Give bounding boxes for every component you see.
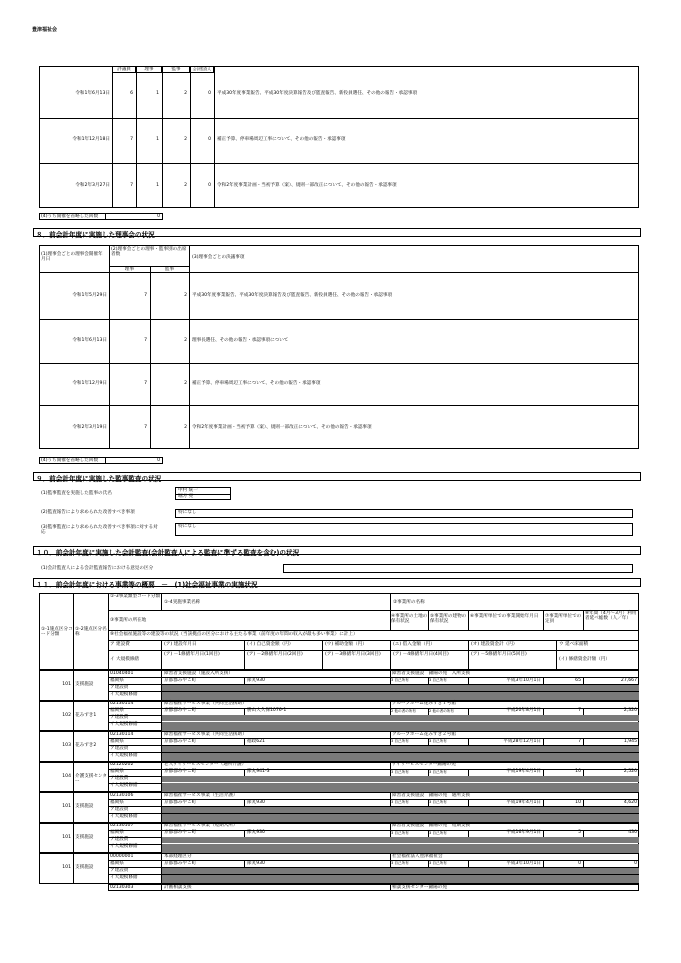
bt-cell-city: 京都郡みやこ町: [164, 799, 197, 805]
bt-cell-name: 支援施設: [75, 834, 94, 840]
bt-cell-cap: 65: [575, 677, 581, 683]
bt-cell-cap: 0: [578, 860, 581, 866]
bt-cell-name: 花みずき1: [75, 712, 97, 718]
bt-cell-service: 障害福祉サービス事業（短期入所）: [164, 823, 238, 828]
bt-cell-cap: 5: [578, 830, 581, 835]
bt-cell-cap: 10: [575, 769, 581, 774]
directors-omitted-value: 0: [157, 458, 160, 463]
bt-cell-land: 3 自己所有: [391, 739, 409, 743]
bt-cell-users: 4,620: [623, 799, 637, 805]
bt-cell-city: 京都郡みやこ町: [164, 738, 197, 744]
bt-cell-addr: 節丸930: [247, 860, 265, 866]
bt-h-a1: (ア) 建設年月日: [164, 642, 197, 647]
bt-cell-pref: 福岡県: [110, 799, 124, 805]
bt-h-office: ②事業所の名称: [393, 600, 425, 605]
bt-cell-addr: 節丸930: [247, 677, 265, 683]
bt-cell-office: 社会福祉法人豊津福祉会: [392, 853, 443, 859]
bt-h-c: (ウ) 補助金額（円）: [325, 642, 367, 647]
bt-last-office: 相談支援センター錦陽の苑: [392, 885, 447, 890]
bt-cell-city: 京都郡みやこ町: [164, 860, 197, 866]
bt-cell-cap: 7: [578, 738, 581, 744]
bt-cell-start: 平成20年8月1日: [506, 708, 541, 713]
bt-cell-code: 02120202: [110, 762, 134, 767]
bt-cell-bldg: 2 他の者の所有: [429, 708, 454, 713]
directors-col-date: (1)理事会ごとの理事会開催年月日: [41, 252, 103, 263]
bt-cell-code: 00000001: [110, 853, 134, 859]
bt-cell-sub-a: ア建設費: [110, 745, 129, 751]
bt-h-note: ⑨社会福祉施設等の建設等の状況（当該拠点の区分における主たる事業（前年度の年間の収入が最も多い事業）に計上）: [110, 632, 358, 637]
bt-cell-no: 101: [62, 682, 71, 687]
bt-cell-name: 支援施設: [75, 682, 94, 687]
council-omitted-label: (4)うち開催を省略した回数: [41, 214, 99, 219]
bt-cell-office: 障害者支援施設 錦陽の苑 入所支援: [392, 670, 471, 676]
col-councillors: 評議員: [117, 67, 131, 72]
bt-cell-addr: 勝山大久保1076-1: [247, 708, 287, 713]
bt-h-g3: (ア) －3修繕年月日(3回目): [325, 652, 381, 657]
bt-cell-land: 2 他の者の所有: [391, 708, 416, 713]
bt-cell-sub-a: ア建設費: [110, 715, 129, 720]
bt-cell-sub-b: イ大規模修繕: [110, 691, 138, 697]
bt-cell-name: 支援施設: [75, 865, 94, 870]
bt-cell-addr: 節丸930: [247, 799, 265, 805]
bt-cell-land: 3 自己所有: [391, 800, 409, 804]
bt-cell-code: 02130114: [110, 731, 134, 737]
bt-cell-service: 老人デイサービスセンター（通所介護）: [164, 762, 247, 767]
bt-h-g: イ 大規模修繕: [110, 657, 140, 662]
bt-h-a: ア 建設費: [110, 642, 130, 647]
council-omitted-value: 0: [157, 214, 160, 219]
org-name: 豊津福祉会: [32, 27, 58, 33]
bt-cell-service: 障害者支援施設（施設入所支援）: [164, 670, 233, 676]
directors-col-matters: (3)理事会ごとの決議事項: [192, 255, 245, 260]
directors-col-directors: 理事: [124, 267, 135, 272]
bt-cell-sub-a: ア建設費: [110, 867, 129, 873]
bt-cell-start: 平成3年10月1日: [506, 677, 541, 683]
bt-h-e: (オ) 建設資金計（円）: [471, 642, 518, 647]
bt-h-g1: (ア) －1修繕年月日(1回目): [164, 652, 220, 657]
section11-title: １１．前会計年度における事業等の概要 － (1)社会福祉事業の実施状況: [36, 580, 258, 589]
bt-h-start: ⑥事業所単位での事業開始年月日: [470, 614, 539, 619]
bt-cell-pref: 福岡県: [110, 769, 124, 774]
accounting-audit-value-box: [283, 564, 633, 573]
bt-cell-sub-a: ア建設費: [110, 837, 129, 842]
bt-cell-cap: 10: [575, 799, 581, 805]
bt-cell-land: 3 自己所有: [391, 769, 409, 774]
bt-h-cap: ⑦事業所単位での定員: [545, 614, 582, 625]
bt-cell-code: 01040401: [110, 670, 134, 676]
bt-cell-office: デイサービスセンター錦陽の苑: [392, 762, 456, 767]
section8-title: ８．前会計年度に実施した理事会の状況: [36, 230, 155, 239]
bt-cell-name: 支援施設: [75, 804, 94, 809]
bt-cell-city: 京都郡みやこ町: [164, 677, 197, 683]
bt-cell-bldg: 3 自己所有: [429, 678, 447, 682]
bt-cell-users: 1,945: [623, 738, 637, 744]
bt-cell-bldg: 3 自己所有: [429, 830, 447, 835]
auditor-name-2: 堀方 亮: [178, 494, 194, 499]
bt-cell-pref: 福岡県: [110, 860, 124, 866]
bt-cell-city: 京都郡みやこ町: [164, 708, 197, 713]
bt-cell-users: 430: [628, 830, 637, 835]
bt-cell-sub-a: ア建設費: [110, 776, 129, 781]
bt-h-g6: (イ) 修繕資金計額（円）: [559, 657, 610, 662]
bt-cell-service: 本部経理区分: [164, 853, 192, 859]
directors-col-auditors: 監事: [164, 267, 175, 272]
bt-h-land: ④事業所の土地の保有状況: [391, 614, 428, 625]
bt-h-b: (イ) 自己資金額（円）: [247, 642, 294, 647]
bt-cell-office: 障害者支援施設 錦陽の苑 通所支援: [392, 792, 471, 798]
bt-cell-pref: 福岡県: [110, 708, 124, 713]
bt-cell-sub-a: ア建設費: [110, 806, 129, 812]
bt-cell-addr: 節丸930: [247, 830, 265, 835]
bt-cell-office: グループホーム花みずき２号館: [392, 731, 456, 737]
bt-cell-start: 平成16年9月1日: [506, 830, 541, 835]
bt-cell-name: 介護支援センター: [75, 773, 107, 784]
bt-cell-pref: 福岡県: [110, 830, 124, 835]
bt-cell-users: 27,667: [620, 677, 637, 683]
bt-cell-bldg: 3 自己所有: [429, 769, 447, 774]
col-auditors: 監事: [171, 67, 181, 72]
bt-cell-code: 02130107: [110, 823, 134, 828]
bt-cell-bldg: 3 自己所有: [429, 739, 447, 743]
col-accountant: 会計監査人: [193, 67, 211, 71]
bt-h-code: ①-3事業類型コード分類: [110, 594, 161, 599]
bt-cell-no: 101: [62, 804, 71, 809]
bt-cell-office: グループホーム花みずき１号館: [392, 701, 456, 706]
directors-col-attendance: (2)理事会ごとの理事・監事別の出席者数: [111, 247, 187, 258]
bt-h-g2: (ア) －2修繕年月日(2回目): [247, 652, 303, 657]
bt-h-g5: (ア) －5修繕年月日(5回目): [471, 652, 527, 657]
bt-cell-office: 障害者支援施設 錦陽の苑 短期支援: [392, 823, 471, 828]
col-directors: 理事: [144, 67, 154, 72]
bt-cell-sub-b: イ大規模修繕: [110, 722, 138, 727]
bt-cell-city: 京都郡みやこ町: [164, 830, 197, 835]
bt-cell-bldg: 3 自己所有: [429, 861, 447, 865]
bt-cell-users: 0: [634, 860, 637, 866]
bt-cell-sub-b: イ大規模修繕: [110, 752, 138, 758]
bt-h-g4: (ア) －4修繕年月日(4回目): [393, 652, 449, 657]
auditor-name-1: 中村 統一: [178, 487, 198, 493]
bt-cell-sub-b: イ大規模修繕: [110, 783, 138, 788]
bt-cell-sub-b: イ大規模修繕: [110, 844, 138, 849]
bt-cell-sub-b: イ大規模修繕: [110, 813, 138, 819]
bt-cell-code: 02130114: [110, 701, 134, 706]
bt-cell-name: 花みずき2: [75, 743, 97, 748]
bt-h-col1: ①-1施点区分コード分類: [41, 627, 73, 638]
bt-cell-pref: 福岡県: [110, 738, 124, 744]
accounting-audit-item: (1)会計監査人による会計監査報告における意見の区分: [41, 566, 154, 571]
bt-cell-sub-b: イ大規模修繕: [110, 874, 138, 880]
bt-cell-pref: 福岡県: [110, 677, 124, 683]
bt-cell-start: 平成19年4月1日: [506, 799, 541, 805]
bt-cell-no: 103: [62, 743, 71, 748]
bt-cell-land: 3 自己所有: [391, 678, 409, 682]
bt-cell-land: 3 自己所有: [391, 830, 409, 835]
bt-last-service: 計画相談支援: [164, 885, 192, 890]
bt-cell-service: 障害福祉サービス事業（共同生活援助）: [164, 731, 247, 737]
bt-cell-start: 平成28年12月1日: [503, 738, 541, 744]
bt-cell-city: 京都郡みやこ町: [164, 769, 197, 774]
bt-h-bldg: ⑤事業所の建物の保有状況: [430, 614, 467, 625]
bt-cell-users: 2,320: [623, 708, 637, 713]
bt-cell-cap: 7: [578, 708, 581, 713]
bt-last-code: 02130303: [110, 885, 134, 890]
section10-title: １０．前会計年度に実施した会計監査(会計監査人による監査に準ずる監査を含む)の状況: [36, 548, 300, 557]
bt-h-col2: ①-2施点区分名称: [75, 627, 107, 638]
bt-cell-users: 2,520: [623, 769, 637, 774]
bt-cell-start: 平成19年4月1日: [506, 769, 541, 774]
bt-cell-no: 101: [62, 834, 71, 840]
bt-h-name: ①-4実施事業名称: [164, 600, 201, 605]
bt-cell-bldg: 3 自己所有: [429, 800, 447, 804]
section9-title: ９．前会計年度に実施した監事監査の状況: [36, 474, 162, 483]
bt-h-addr: ③事業所の所在地: [110, 618, 147, 623]
directors-omitted-label: (4)うち開催を省略した回数: [41, 458, 99, 463]
bt-cell-service: 障害福祉サービス事業（生活介護）: [164, 792, 238, 798]
bt-cell-land: 3 自己所有: [391, 861, 409, 865]
bt-cell-addr: 節丸941-3: [247, 769, 270, 774]
bt-cell-addr: 徳政621: [247, 738, 265, 744]
bt-cell-service: 障害福祉サービス事業（共同生活援助）: [164, 701, 247, 706]
bt-cell-code: 02130106: [110, 792, 134, 798]
bt-cell-no: 104: [62, 773, 71, 779]
bt-cell-start: 平成3年10月1日: [506, 860, 541, 866]
bt-cell-sub-a: ア建設費: [110, 684, 129, 690]
bt-h-f: ウ 延べ床面積: [559, 642, 589, 647]
bt-h-users: ⑧年間（4月～3月）利用者延べ総数（人／年）: [585, 611, 637, 622]
bt-cell-no: 102: [62, 712, 71, 718]
bt-h-d: (エ) 借入金額（円）: [393, 642, 435, 647]
bt-cell-no: 101: [62, 865, 71, 870]
